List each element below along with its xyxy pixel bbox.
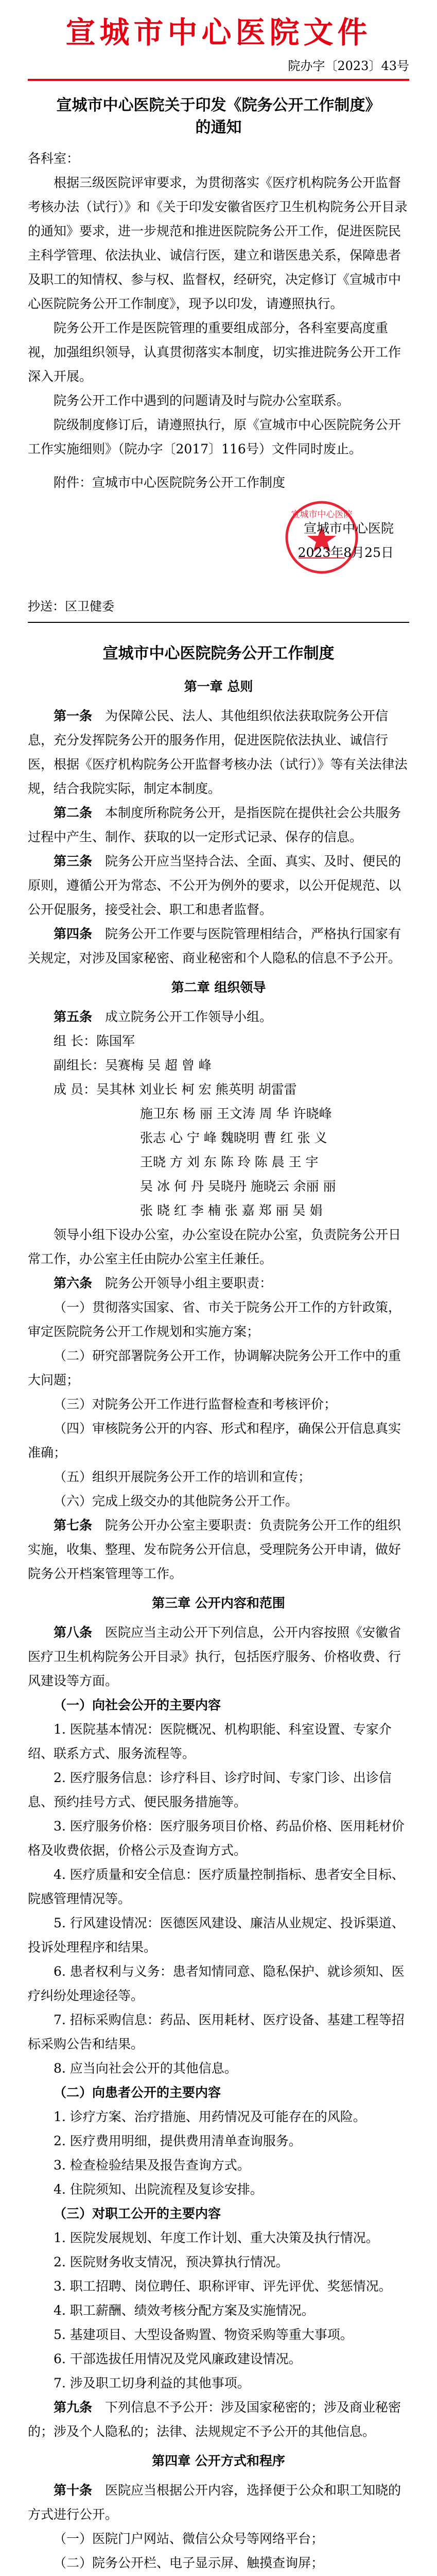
article: [28, 1513, 409, 1586]
svg-text:宣城市中心医院: 宣城市中心医院: [291, 509, 353, 520]
list-item: 1. 医院基本情况：医院概况、机构职能、科室设置、专家介绍、联系方式、服务流程等。: [28, 1721, 392, 1761]
chapter-4-body: [28, 2478, 409, 2576]
list-item: 2. 医院财务收支情况，预决算执行情况。: [54, 2254, 289, 2269]
paragraph: （四）审核院务公开的内容、形式和程序，确保公开信息真实准确；: [28, 1420, 401, 1460]
list-item: 2. 医疗费用明细，提供费用清单查询服务。: [54, 2133, 302, 2148]
notice-paragraph: 院务公开工作是医院管理的重要组成部分，各科室要高度重视，加强组织领导，认真贯彻落实本制度，切实推进院务公开工作深入开展。: [28, 320, 401, 384]
leadership-line: 成 员：吴其林 刘业长 柯 宏 熊英明 胡雷雷: [54, 1081, 297, 1097]
section-heading: （二）向患者公开的主要内容: [54, 2084, 221, 2100]
article-text: 本制度所称院务公开，是指医院在提供社会公共服务过程中产生、制作、获取的以一定形式记录、保存的信息。: [28, 805, 401, 844]
list-item: 4. 职工薪酬、绩效考核分配方案及实施情况。: [54, 2302, 314, 2318]
chapter-heading: 第四章 公开方式和程序: [152, 2453, 285, 2468]
article-text: 为保障公民、法人、其他组织依法获取院务公开信息，充分发挥院务公开的服务作用，促进医院依法执业、诚信行医，根据《医疗机构院务公开监督考核办法（试行）》等有关法律法规，结合我院实际，制定本制度。: [28, 708, 408, 796]
article-text: 院务公开工作要与医院管理相结合，严格执行国家有关规定，对涉及国家秘密、商业秘密和个人隐私的信息不予公开。: [28, 926, 401, 965]
paragraph: （二）研究部署院务公开工作，协调解决院务公开工作中的重大问题；: [28, 1348, 401, 1387]
attachment-line: 附件：宣城市中心医院院务公开工作制度: [54, 474, 286, 490]
chapter-3-more: [28, 2395, 409, 2444]
article-number: 第八条: [54, 1624, 93, 1640]
article-number: 第二条: [54, 805, 93, 820]
red-rule: [28, 79, 409, 81]
list-item: 1. 医院发展规划、年度工作计划、重大决策及执行情况。: [54, 2230, 379, 2245]
article-number: 第十条: [54, 2482, 93, 2498]
regulation-title: 宣城市中心医院院务公开工作制度: [102, 644, 335, 663]
leadership-line: 施卫东 杨 丽 王文涛 周 华 许晓峰: [140, 1106, 332, 1121]
notice-title-line2: 的通知: [195, 118, 242, 137]
section-2-items: [28, 2105, 409, 2201]
paragraph: 领导小组下设办公室，办公室设在院办公室，负责院务公开日常工作，办公室主任由院办公室主任兼任。: [28, 1227, 401, 1266]
list-item: 4. 住院须知、出院流程及复诊安排。: [54, 2181, 263, 2197]
paragraph: （五）组织开展院务公开工作的培训和宣传；: [54, 1469, 311, 1484]
section-3-items: [28, 2226, 409, 2395]
list-item: 8. 应当向社会公开的其他信息。: [54, 2060, 237, 2076]
article-text: 成立院务公开工作领导小组。: [105, 1009, 273, 1024]
notice-paragraph: 院务公开工作中遇到的问题请及时与院办公室联系。: [54, 393, 350, 408]
signature-date: 2023年8月25日: [298, 545, 394, 560]
chapter-2-more: [28, 1223, 409, 1586]
article: [28, 1271, 409, 1295]
article-text: 医院应当根据公开内容，选择便于公众和职工知晓的方式进行公开。: [28, 2482, 401, 2522]
article: [28, 1005, 409, 1029]
article-text: 院务公开办公室主要职责：负责院务公开工作的组织实施，收集、整理、发布院务公开信息，受理院务公开申请，做好院务公开档案管理等工作。: [28, 1517, 401, 1581]
document-number: 院办字〔2023〕43号: [288, 58, 409, 73]
leadership-list: [28, 1029, 409, 1223]
article: [28, 801, 409, 849]
paragraph: （二）院务公开栏、电子显示屏、触摸查询屏；: [54, 2555, 324, 2570]
salutation: 各科室：: [28, 150, 80, 166]
leadership-line: 张志 心 宁 峰 魏晓明 曹 红 张 义: [140, 1130, 327, 1145]
list-item: 7. 招标采购信息：药品、医用耗材、医疗设备、基建工程等招标采购公告和结果。: [28, 2012, 405, 2052]
article-number: 第一条: [54, 708, 93, 723]
article: [28, 704, 409, 801]
article-number: 第五条: [54, 1009, 93, 1024]
list-item: 1. 诊疗方案、治疗措施、用药情况及可能存在的风险。: [54, 2109, 366, 2124]
article: [28, 922, 409, 970]
list-item: 6. 患者权利与义务：患者知情同意、隐私保护、就诊须知、医疗纠纷处理途径等。: [28, 1963, 405, 2003]
leadership-line: 吴 冰 何 丹 吴晓丹 施晓云 余丽 丽: [140, 1178, 336, 1194]
chapter-1-body: [28, 704, 409, 970]
notice-paragraph: 院级制度修订后，请遵照执行，原《宣城市中心医院院务公开工作实施细则》（院办字〔2017〕116号）文件同时废止。: [28, 417, 401, 456]
chapter-2-body: [28, 1005, 409, 1029]
list-item: 3. 医疗服务价格：医疗服务项目价格、药品价格、医用耗材价格及收费依据，价格公示及查询方式。: [28, 1818, 405, 1858]
list-item: 5. 基建项目、大型设备购置、物资采购等重大事项。: [54, 2327, 353, 2342]
signature-block: [28, 495, 409, 582]
list-item: 3. 职工招聘、岗位聘任、职称评审、评先评优、奖惩情况。: [54, 2278, 392, 2294]
list-item: 3. 检查检验结果及报告查询方式。: [54, 2157, 250, 2173]
paragraph: （一）医院门户网站、微信公众号等网络平台；: [54, 2531, 324, 2546]
paragraph: （一）贯彻落实国家、省、市关于院务公开工作的方针政策，审定医院院务公开工作规划和实施方案；: [28, 1299, 401, 1339]
paragraph: （三）对院务公开工作进行监督检查和考核评价；: [54, 1396, 337, 1412]
section-1-items: [28, 1717, 409, 2080]
article-text: 院务公开应当坚持合法、全面、真实、及时、便民的原则，遵循公开为常态、不公开为例外的要求，以公开促规范、以公开促服务，接受社会、职工和患者监督。: [28, 853, 401, 917]
leadership-line: 组 长：陈国军: [54, 1033, 135, 1048]
chapter-heading: 第一章 总则: [184, 679, 253, 694]
masthead: 宣城市中心医院文件: [65, 15, 372, 50]
article: [28, 2395, 409, 2444]
chapter-heading: 第二章 组织领导: [171, 979, 266, 995]
article-number: 第六条: [54, 1275, 93, 1291]
article-text: 医院应当主动公开下列信息，公开内容按照《安徽省医疗卫生机构院务公开目录》执行，包括医疗服务、价格收费、行风建设等方面。: [28, 1624, 401, 1688]
section-heading: （三）对职工公开的主要内容: [54, 2206, 221, 2221]
article-text: 院务公开领导小组主要职责：: [105, 1275, 273, 1291]
chapter-heading: 第三章 公开内容和范围: [152, 1595, 285, 1611]
list-item: 4. 医疗质量和安全信息：医疗质量控制指标、患者安全目标、院感管理情况等。: [28, 1867, 405, 1906]
leadership-line: 副组长：吴赛梅 吴 超 曾 峰: [54, 1057, 212, 1073]
list-item: 2. 医疗服务信息：诊疗科目、诊疗时间、专家门诊、出诊信息、预约挂号方式、便民服务措施等。: [28, 1770, 392, 1809]
article: [28, 2478, 409, 2527]
list-item: 6. 干部选拔任用情况及党风廉政建设情况。: [54, 2351, 302, 2366]
article-text: 下列信息不予公开：涉及国家秘密的；涉及商业秘密的；涉及个人隐私的；法律、法规规定不予公开的其他信息。: [28, 2399, 401, 2439]
article-number: 第四条: [54, 926, 93, 941]
list-item: 5. 行风建设情况：医德医风建设、廉洁从业规定、投诉渠道、投诉处理程序和结果。: [28, 1915, 405, 1955]
article: [28, 849, 409, 922]
list-item: 7. 涉及职工切身利益的其他事项。: [54, 2375, 250, 2391]
article-number: 第七条: [54, 1517, 93, 1533]
divider: [28, 622, 409, 623]
cc-line: 抄送：区卫健委: [28, 599, 114, 614]
notice-title-line1: 宣城市中心医院关于印发《院务公开工作制度》: [56, 96, 381, 114]
leadership-line: 王晓 方 刘 东 陈 玲 陈 晨 王 宇: [140, 1154, 319, 1170]
paragraph: （六）完成上级交办的其他院务公开工作。: [54, 1493, 299, 1509]
article-number: 第九条: [54, 2399, 93, 2415]
article-number: 第三条: [54, 853, 93, 869]
article: [28, 1620, 409, 1693]
section-heading: （一）向社会公开的主要内容: [54, 1697, 221, 1713]
chapter-3-intro: [28, 1620, 409, 1693]
leadership-line: 张 晓 红 李 楠 张 嘉 郑 丽 吴 娟: [140, 1202, 323, 1218]
notice-paragraph: 根据三级医院评审要求，为贯彻落实《医疗机构院务公开监督考核办法（试行）》和《关于印发安徽省医疗卫生机构院务公开目录的通知》要求，进一步规范和推进医院院务公开工作，促进医院民主科学管理、依法执业、诚信行医，建立和谐医患关系，保障患者及职工的知情权、参与权、监督权，经研究，决定修订《宣城市中心医院院务公开工作制度》，现予以印发，请遵照执行。: [28, 175, 408, 311]
signature-org: 宣城市中心医院: [303, 520, 394, 536]
